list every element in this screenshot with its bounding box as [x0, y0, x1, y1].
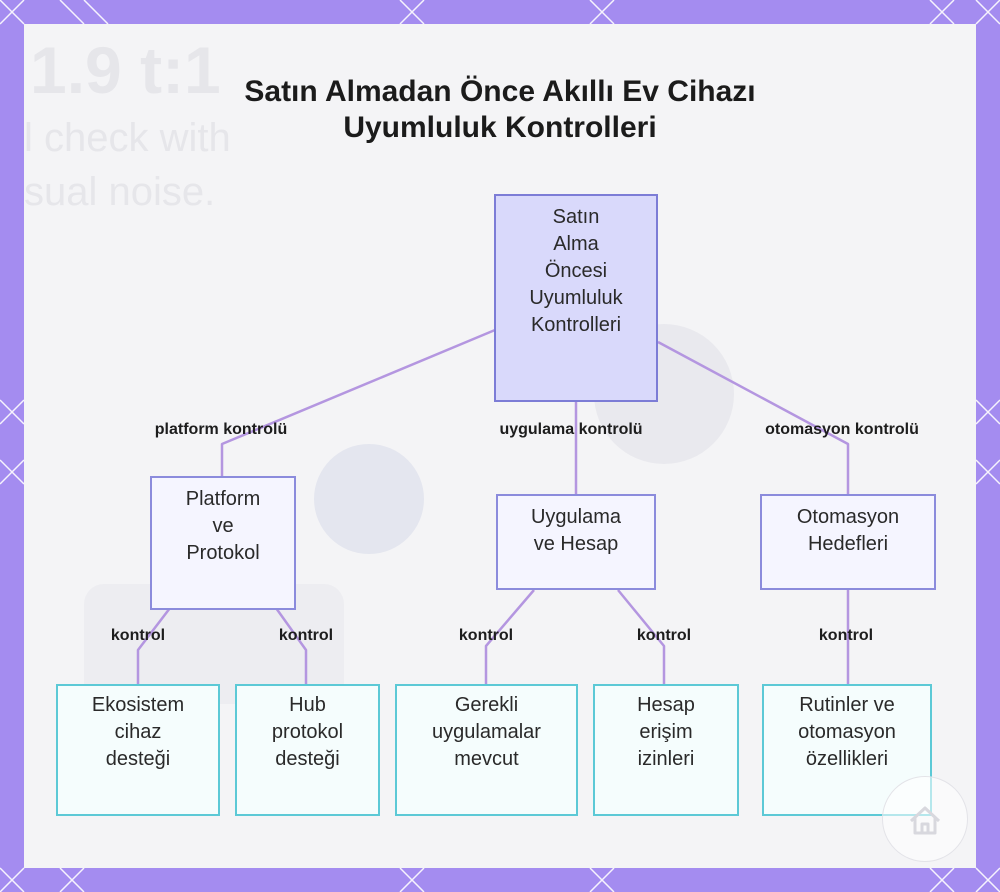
- home-badge: [882, 776, 968, 862]
- node-root-line: Satın: [552, 206, 600, 228]
- node-root-line: Uyumluluk: [529, 287, 623, 309]
- node-ecosystem: [56, 684, 220, 816]
- node-automation: [760, 494, 936, 590]
- node-routines-line: Rutinler ve: [799, 694, 895, 716]
- edge-label-automation-check: otomasyon kontrolü: [765, 421, 919, 438]
- node-platform-line: Protokol: [186, 542, 260, 564]
- node-automation-line: Otomasyon: [796, 506, 900, 528]
- node-ecosystem-line: cihaz: [114, 721, 162, 743]
- node-apps-needed: [395, 684, 578, 816]
- edge-label-check: kontrol: [818, 627, 874, 644]
- node-apps-needed-line: mevcut: [454, 748, 519, 770]
- background-text-1: 1.9 t:1: [30, 33, 221, 107]
- background-text-2: l check with: [24, 116, 231, 160]
- node-hub-line: Hub: [289, 694, 326, 716]
- node-app: [496, 494, 656, 590]
- node-app-line: ve Hesap: [533, 533, 619, 555]
- edge-label-check: kontrol: [458, 627, 514, 644]
- edge-label-check: kontrol: [278, 627, 334, 644]
- node-hub: [235, 684, 380, 816]
- node-apps-needed-line: Gerekli: [454, 694, 519, 716]
- node-platform: [150, 476, 296, 610]
- node-root: [494, 194, 658, 402]
- node-app-line: Uygulama: [530, 506, 622, 528]
- edge-label-check: kontrol: [636, 627, 692, 644]
- background-text-3: sual noise.: [24, 170, 216, 214]
- node-root-line: Öncesi: [544, 260, 608, 282]
- node-account: [593, 684, 739, 816]
- edge-label-app-check: uygulama kontrolü: [499, 421, 643, 438]
- node-hub-line: desteği: [275, 748, 340, 770]
- node-automation-line: Hedefleri: [807, 533, 889, 555]
- node-hub-line: protokol: [271, 721, 344, 743]
- edge-platform-ecosystem: [138, 608, 170, 684]
- node-root-line: Kontrolleri: [530, 314, 622, 336]
- node-routines-line: özellikleri: [805, 748, 889, 770]
- node-platform-line: Platform: [185, 488, 261, 510]
- node-ecosystem-line: Ekosistem: [91, 694, 185, 716]
- node-account-line: erişim: [639, 721, 693, 743]
- title-line-2: Uyumluluk Kontrolleri: [343, 111, 657, 144]
- edge-label-check: kontrol: [110, 627, 166, 644]
- node-account-line: Hesap: [637, 694, 695, 716]
- edge-platform-hub: [276, 608, 306, 684]
- node-routines-line: otomasyon: [798, 721, 896, 743]
- title-line-1: Satın Almadan Önce Akıllı Ev Cihazı: [244, 75, 756, 108]
- edge-root-platform: [222, 330, 495, 476]
- node-apps-needed-line: uygulamalar: [432, 721, 541, 743]
- edge-root-automation: [658, 342, 848, 494]
- node-root-line: Alma: [553, 233, 599, 255]
- edge-label-platform-check: platform kontrolü: [154, 421, 288, 438]
- node-ecosystem-line: desteği: [105, 748, 171, 770]
- node-account-line: izinleri: [637, 748, 695, 770]
- home-icon: [883, 777, 967, 861]
- node-platform-line: ve: [212, 515, 234, 537]
